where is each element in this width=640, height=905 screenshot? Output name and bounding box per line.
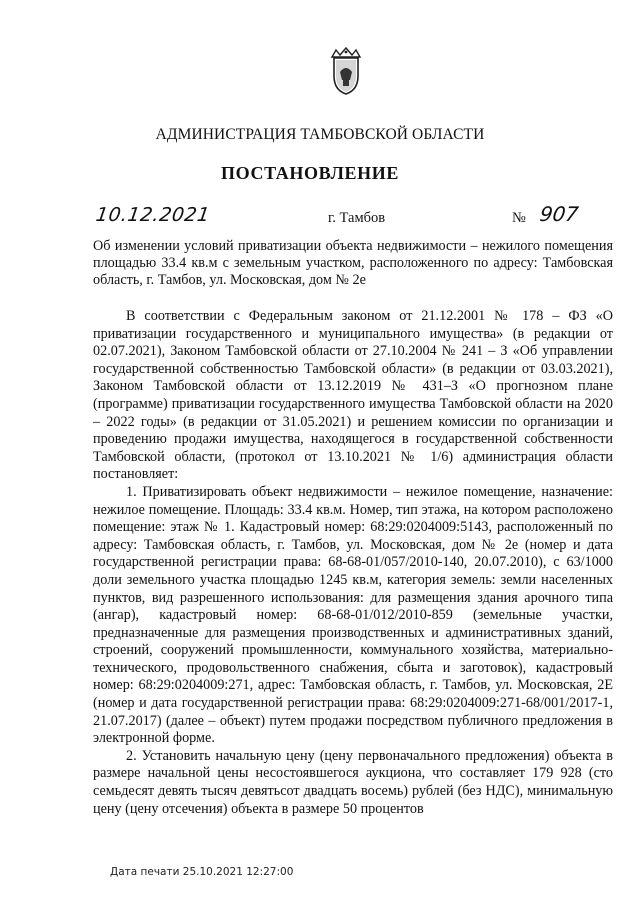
preamble-paragraph: В соответствии с Федеральным законом от 21.12.2001 № 178 – ФЗ «О приватизации государственного и муниципального имущества» (в редакции от 02.07.2021), Законом Тамбовской области от 27.10.2004 № 241 – З «Об управлении государственной собственностью Тамбовской области» (в редакции от 03.03.2021), Законом Тамбовской области от 13.12.2019 № 431–З «О прогнозном плане (программе) приватизации государственного имущества Тамбовской области на 2020 – 2022 годы» (в редакции от 31.05.2021) и решением комиссии по организации и проведению продажи имущества, находящегося в государственной собственности Тамбовской области, (протокол от 13.10.2021 № 1/6) администрация области постановляет: — [93, 308, 613, 483]
print-date-footer: Дата печати 25.10.2021 12:27:00 — [110, 866, 294, 878]
handwritten-number: 907 — [538, 202, 580, 226]
item-1-paragraph: 1. Приватизировать объект недвижимости – нежилое помещение, назначение: нежилое помещение. Площадь: 33.4 кв.м. Номер, тип этажа, на котором расположено помещение: этаж № 1. Кадастровый номер: 68:29:0204009:5143, расположенный по адресу: Тамбовская область, г. Тамбов, ул. Московская, дом № 2е (номер и дата государственной регистрации права: 68-68-01/057/2010-140, 20.07.2010), с 63/1000 доли земельного участка площадью 1245 кв.м, категория земель: земли населенных пунктов, вид разрешенного использования: для размещения здания арочного типа (ангар), кадастровый номер: 68-68-01/012/2010-859 (земельные участки, предназначенные для размещения производственных и административных зданий, строений, сооружений промышленности, коммунального хозяйства, материально-технического, продовольственного снабжения, сбыта и заготовок), кадастровый номер: 68:29:0204009:271, адрес: Тамбовская область, г. Тамбов, ул. Московская, 2Е (номер и дата государственной регистрации права: 68:29:0204009:271-68/001/2017-1, 21.07.2017) (далее – объект) путем продажи посредством публичного предложения в электронной форме. — [93, 483, 613, 747]
tambov-coat-of-arms-icon — [326, 46, 366, 96]
document-type: ПОСТАНОВЛЕНИЕ — [221, 163, 399, 183]
organization-name: АДМИНИСТРАЦИЯ ТАМБОВСКОЙ ОБЛАСТИ — [155, 126, 485, 143]
number-label: № — [512, 210, 526, 226]
city: г. Тамбов — [328, 210, 386, 226]
item-2-paragraph: 2. Установить начальную цену (цену первоначального предложения) объекта в размере начальной цены несостоявшегося аукциона, что составляет 179 928 (сто семьдесят девять тысяч девятьсот двадцать восемь) рублей (без НДС), минимальную цену (цену отсечения) объекта в размере 50 процентов — [93, 747, 613, 817]
document-subject: Об изменении условий приватизации объекта недвижимости – нежилого помещения площадью 33.4 кв.м с земельным участком, расположенного по адресу: Тамбовская область, г. Тамбов, ул. Московская, дом № 2е — [93, 238, 613, 288]
document-body — [93, 308, 613, 818]
handwritten-date: 10.12.2021 — [94, 204, 212, 226]
